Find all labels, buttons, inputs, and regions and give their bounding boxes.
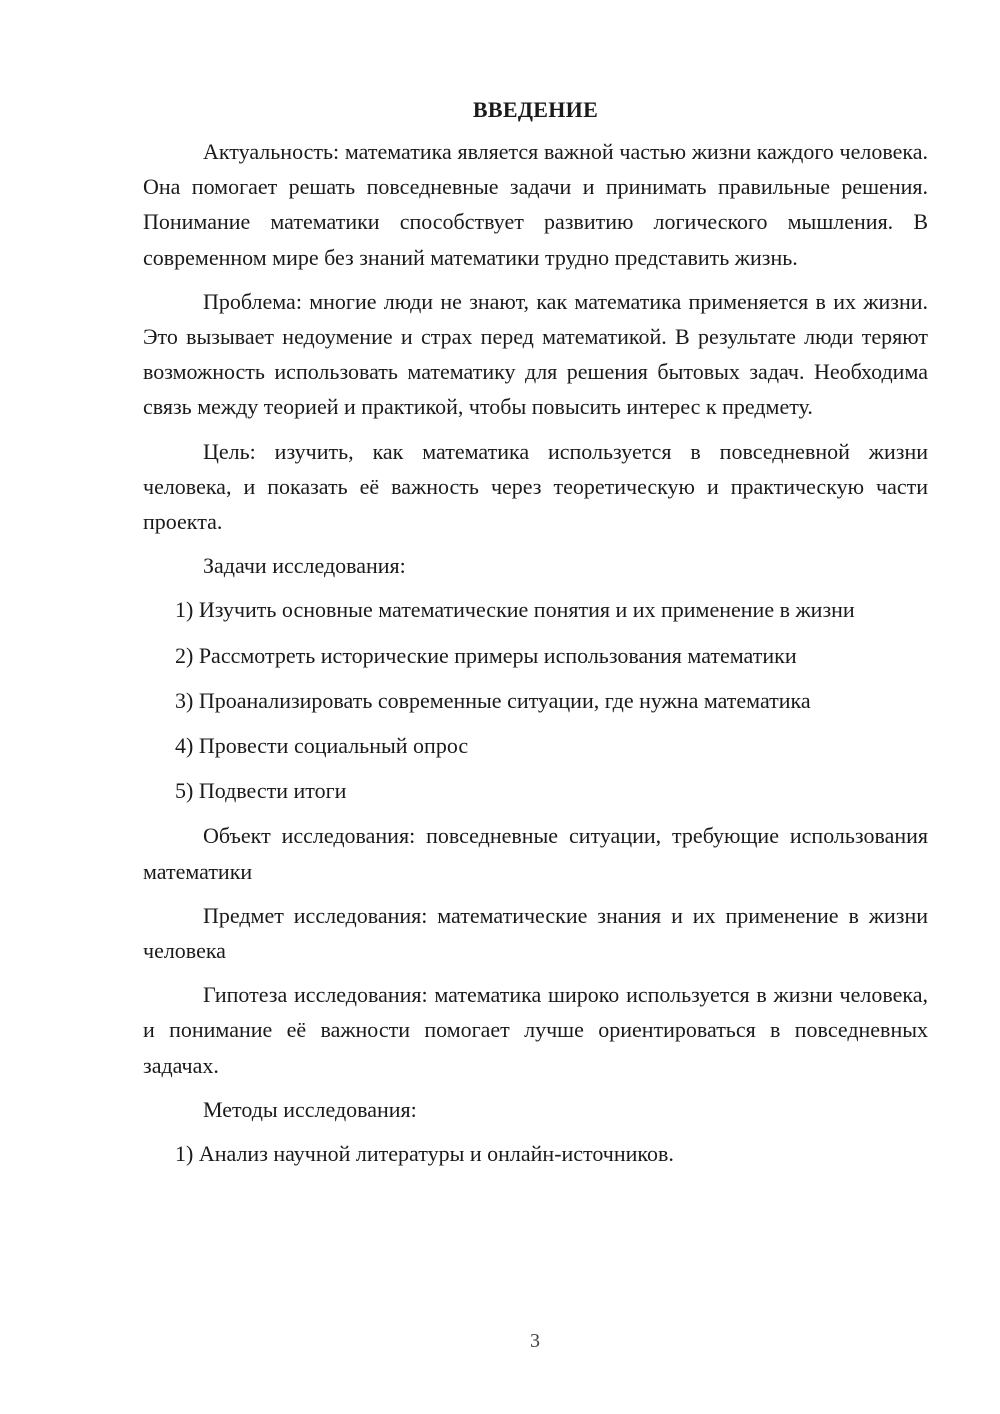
relevance-paragraph: Актуальность: математика является важной частью жизни каждого человека. Она помогает решать повседневные задачи и принимать правильные решения. Понимание математики способствует развитию логического мышления. В современном мире без знаний математики трудно представить жизнь.	[143, 139, 928, 270]
task-item: 5) Подвести итоги	[175, 778, 347, 804]
hypothesis-paragraph: Гипотеза исследования: математика широко используется в жизни человека, и понимание её важности помогает лучше ориентироваться в повседневных задачах.	[143, 982, 928, 1078]
task-item: 2) Рассмотреть исторические примеры использования математики	[175, 642, 797, 668]
problem-paragraph: Проблема: многие люди не знают, как математика применяется в их жизни. Это вызывает недоумение и страх перед математикой. В результате люди теряют возможность использовать математику для решения бытовых задач. Необходима связь между теорией и практикой, чтобы повысить интерес к предмету.	[143, 288, 928, 420]
task-item: 4) Провести социальный опрос	[175, 733, 469, 759]
document-title: ВВЕДЕНИЕ	[472, 97, 599, 122]
task-item: 1) Изучить основные математические понятия и их применение в жизни	[175, 597, 855, 623]
methods-heading: Методы исследования:	[203, 1096, 417, 1122]
research-subject-paragraph: Предмет исследования: математические знания и их применение в жизни человека	[143, 902, 928, 964]
tasks-heading: Задачи исследования:	[203, 553, 406, 579]
document-page	[143, 92, 928, 1181]
task-item: 3) Проанализировать современные ситуации, где нужна математика	[175, 687, 811, 713]
page-number: 3	[530, 1330, 540, 1352]
method-item: 1) Анализ научной литературы и онлайн-источников.	[175, 1141, 674, 1167]
research-object-paragraph: Объект исследования: повседневные ситуации, требующие использования математики	[143, 823, 928, 884]
goal-paragraph: Цель: изучить, как математика используется в повседневной жизни человека, и показать её важность через теоретическую и практическую части проекта.	[143, 438, 928, 535]
